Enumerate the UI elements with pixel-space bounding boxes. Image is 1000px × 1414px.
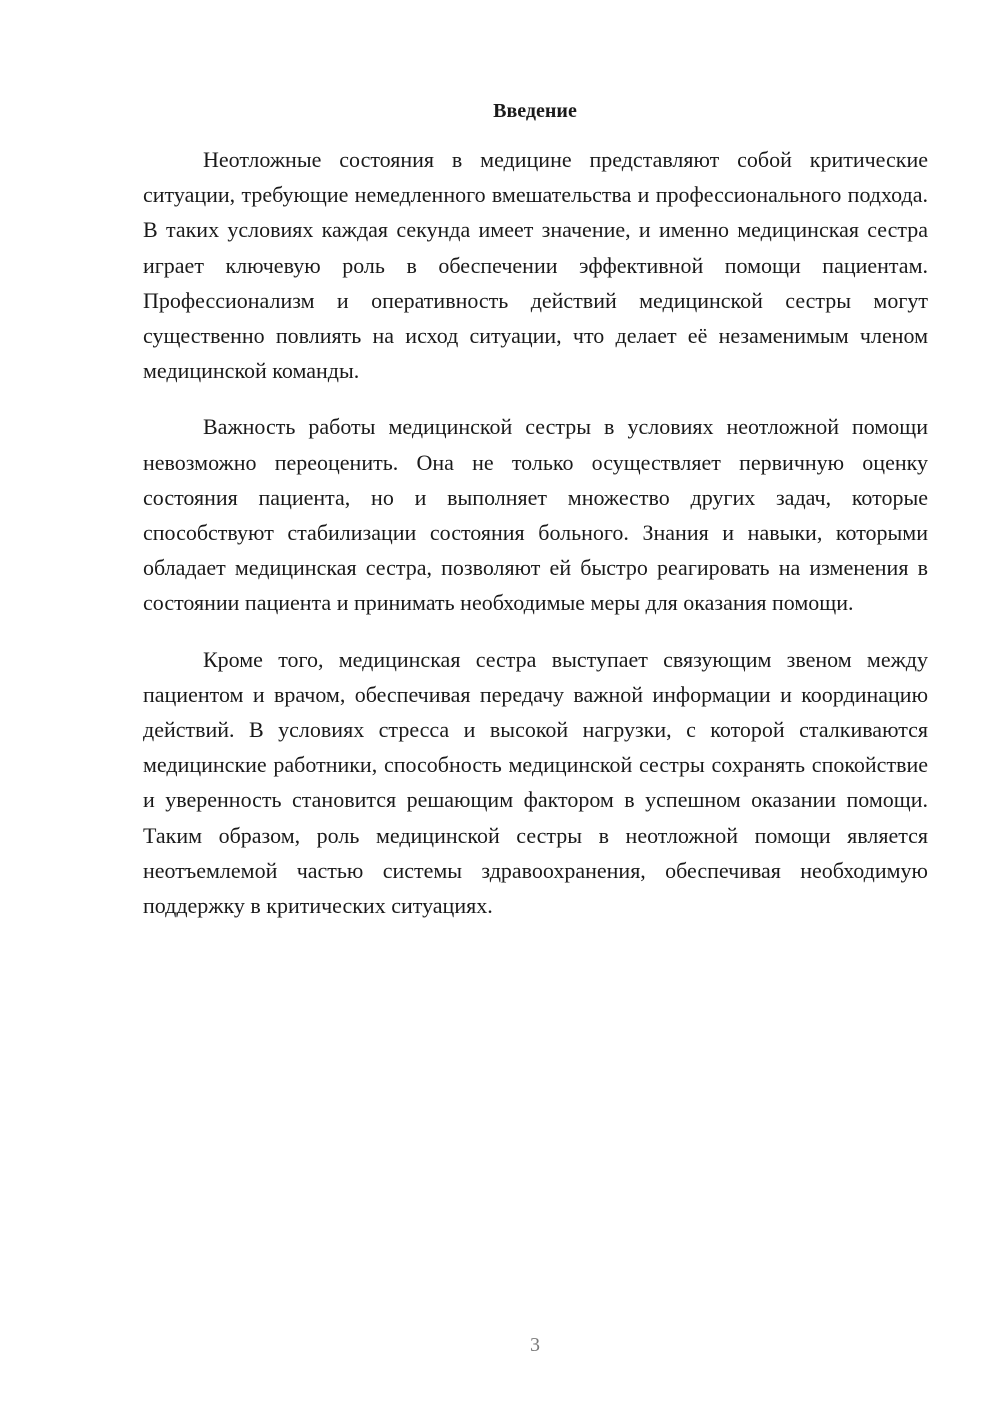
page-number: 3 — [530, 1334, 540, 1356]
paragraph-1: Неотложные состояния в медицине представляют собой критические ситуации, требующие немедленного вмешательства и профессионального подхода. В таких условиях каждая секунда имеет значение, и именно медицинская сестра играет ключевую роль в обеспечении эффективной помощи пациентам. Профессионализм и оперативность действий медицинской сестры могут существенно повлиять на исход ситуации, что делает её незаменимым членом медицинской команды. — [143, 147, 928, 384]
paragraph-2: Важность работы медицинской сестры в условиях неотложной помощи невозможно переоценить. Она не только осуществляет первичную оценку состояния пациента, но и выполняет множество других задач, которые способствуют стабилизации состояния больного. Знания и навыки, которыми обладает медицинская сестра, позволяют ей быстро реагировать на изменения в состоянии пациента и принимать необходимые меры для оказания помощи. — [143, 414, 928, 616]
paragraph-3: Кроме того, медицинская сестра выступает связующим звеном между пациентом и врачом, обеспечивая передачу важной информации и координацию действий. В условиях стресса и высокой нагрузки, с которой сталкиваются медицинские работники, способность медицинской сестры сохранять спокойствие и уверенность становится решающим фактором в успешном оказании помощи. Таким образом, роль медицинской сестры в неотложной помощи является неотъемлемой частью системы здравоохранения, обеспечивая необходимую поддержку в критических ситуациях. — [143, 646, 928, 919]
body-text — [143, 142, 928, 944]
section-heading: Введение — [493, 100, 577, 122]
